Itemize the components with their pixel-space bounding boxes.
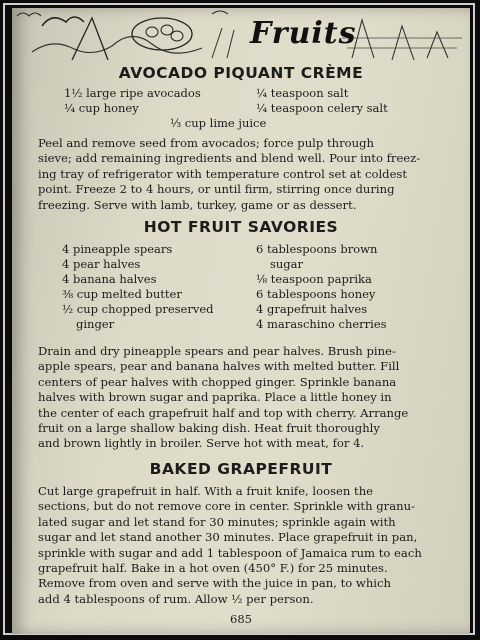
direction-line: sugar and let stand another 30 minutes. Place grapefruit in pan,	[38, 530, 418, 545]
direction-line: grapefruit half. Bake in a hot oven (450° F.) for 25 minutes.	[38, 561, 388, 576]
ingredient: 6 tablespoons honey	[256, 287, 376, 301]
ingredient: 4 pineapple spears	[62, 242, 173, 256]
direction-line: Remove from oven and serve with the juice in pan, to which	[38, 576, 391, 591]
header-illustration	[12, 8, 470, 60]
recipe-title-baked-grapefruit: BAKED GRAPEFRUIT	[149, 460, 333, 478]
recipe-directions-hot-fruit	[38, 344, 456, 452]
direction-line: halves with brown sugar and paprika. Place a little honey in	[38, 390, 392, 405]
direction-line: the center of each grapefruit half and top with cherry. Arrange	[38, 405, 409, 420]
recipe-directions-grapefruit	[38, 484, 456, 607]
ingredient: ¼ teaspoon celery salt	[256, 101, 388, 115]
recipe-title-avocado: AVOCADO PIQUANT CRÈME	[118, 64, 364, 82]
direction-line: fruit on a large shallow baking dish. Heat fruit thoroughly	[38, 421, 380, 436]
direction-line: and brown lightly in broiler. Serve hot with meat, for 4.	[38, 436, 365, 451]
ingredient: ⅜ cup melted butter	[62, 287, 182, 301]
ingredient: ¼ teaspoon salt	[256, 86, 349, 100]
direction-line: Drain and dry pineapple spears and pear halves. Brush pine-	[38, 344, 396, 358]
ingredient: 4 maraschino cherries	[256, 317, 387, 331]
direction-line: point. Freeze 2 to 4 hours, or until firm, stirring once during	[38, 182, 395, 197]
recipe-directions-avocado	[38, 136, 456, 213]
section-title: Fruits	[250, 16, 357, 51]
ingredient: 4 pear halves	[62, 257, 141, 271]
direction-line: centers of pear halves with chopped ginger. Sprinkle banana	[38, 374, 397, 389]
ingredient: 4 grapefruit halves	[256, 302, 368, 316]
ingredient: 1½ large ripe avocados	[64, 86, 201, 100]
ingredient: sugar	[270, 257, 304, 271]
direction-line: sections, but do not remove core in center. Sprinkle with granu-	[38, 499, 415, 514]
ingredient: ½ cup chopped preserved	[62, 302, 214, 316]
direction-line: Cut large grapefruit in half. With a fruit knife, loosen the	[38, 484, 374, 498]
direction-line: add 4 tablespoons of rum. Allow ½ per person.	[38, 591, 314, 606]
ingredient: 6 tablespoons brown	[256, 242, 378, 256]
direction-line: Peel and remove seed from avocados; force pulp through	[38, 136, 374, 150]
ingredient: ⅛ teaspoon paprika	[256, 272, 372, 286]
direction-line: ing tray of refrigerator with temperature control set at coldest	[38, 166, 408, 181]
page-number: 685	[230, 612, 252, 626]
direction-line: apple spears, pear and banana halves with melted butter. Fill	[38, 359, 400, 374]
direction-line: lated sugar and let stand for 30 minutes; sprinkle again with	[38, 514, 396, 529]
ingredient: 4 banana halves	[62, 272, 157, 286]
ingredient: ⅓ cup lime juice	[170, 116, 267, 130]
direction-line: sprinkle with sugar and add 1 tablespoon of Jamaica rum to each	[38, 545, 422, 560]
recipe-title-hot-fruit: HOT FRUIT SAVORIES	[143, 218, 339, 236]
ingredient: ¼ cup honey	[64, 101, 139, 115]
direction-line: sieve; add remaining ingredients and blend well. Pour into freez-	[38, 151, 421, 166]
direction-line: freezing. Serve with lamb, turkey, game or as dessert.	[38, 197, 357, 212]
ingredient: ginger	[76, 317, 115, 331]
book-page	[12, 8, 470, 634]
